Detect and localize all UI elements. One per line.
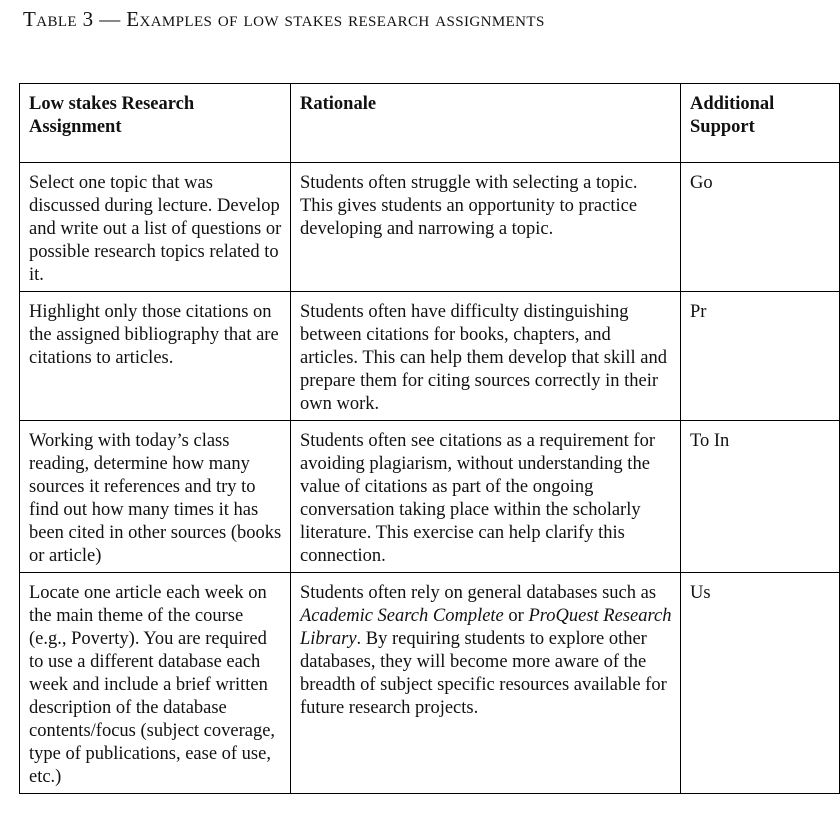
rationale-text: . By requiring students to explore other databases, they will become more aware of the breadth of subject specific resources available for future research projects. [300, 629, 667, 718]
rationale-text: Students often rely on general databases such as [300, 583, 657, 603]
header-support: Additional Support [681, 84, 840, 163]
rationale-cell: Students often see citations as a requirement for avoiding plagiarism, without understanding the value of citations as part of the ongoing conversation taking place within the scholarly literature. This exercise can help clarify this connection. [291, 421, 681, 573]
assignment-cell: Select one topic that was discussed during lecture. Develop and write out a list of questions or possible research topics related to it. [20, 163, 291, 292]
table-row [20, 573, 840, 794]
rationale-text: or [503, 606, 529, 626]
assignment-cell: Highlight only those citations on the assigned bibliography that are citations to articles. [20, 292, 291, 421]
table-title: Table 3 — Examples of low stakes research assignments [23, 7, 545, 31]
header-rationale: Rationale [291, 84, 681, 163]
assignment-cell: Locate one article each week on the main theme of the course (e.g., Poverty). You are required to use a different database each week and include a brief written description of the database contents/focus (subject coverage, type of publications, ease of use, etc.) [20, 573, 291, 794]
header-assignment: Low stakes Research Assignment [20, 84, 291, 163]
rationale-cell: Students often have difficulty distinguishing between citations for books, chapters, and articles. This can help them develop that skill and prepare them for citing sources correctly in their own work. [291, 292, 681, 421]
table-row [20, 163, 840, 292]
assignments-table [19, 83, 840, 794]
table-container [19, 83, 775, 833]
rationale-cell [291, 573, 681, 794]
support-cell: Us [681, 573, 840, 794]
support-cell: Pr [681, 292, 840, 421]
table-row [20, 421, 840, 573]
database-name: Academic Search Complete [300, 606, 504, 626]
table-header-row [20, 84, 840, 163]
support-cell: To In [681, 421, 840, 573]
table-row [20, 292, 840, 421]
rationale-cell: Students often struggle with selecting a topic. This gives students an opportunity to practice developing and narrowing a topic. [291, 163, 681, 292]
assignment-cell: Working with today’s class reading, determine how many sources it references and try to find out how many times it has been cited in other sources (books or article) [20, 421, 291, 573]
support-cell: Go [681, 163, 840, 292]
database-name: ProQuest Research Library [300, 606, 672, 649]
